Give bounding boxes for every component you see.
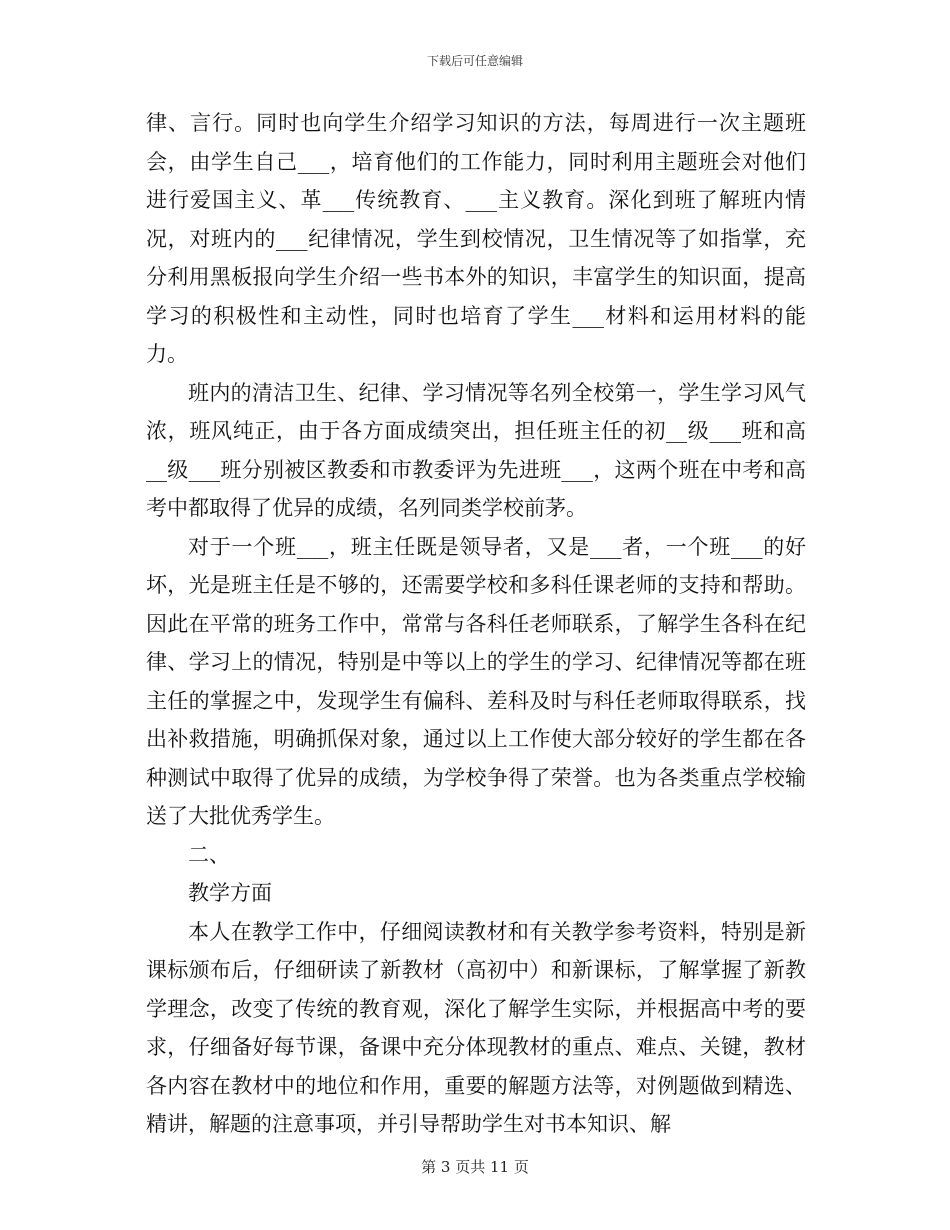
section-title: 教学方面 <box>188 881 272 905</box>
paragraph-2: 班内的清洁卫生、纪律、学习情况等名列全校第一，学生学习风气浓，班风纯正，由于各方面成绩突出，担任班主任的初__级___班和高__级___班分别被区教委和市教委评为先进班___，这两个班在中考和高考中都取得了优异的成绩，名列同类学校前茅。 <box>146 380 806 520</box>
page-header: 下载后可任意编辑 <box>426 54 523 68</box>
document-body <box>146 104 806 1144</box>
section-number: 二、 <box>188 842 230 867</box>
paragraph-1: 律、言行。同时也向学生介绍学习知识的方法，每周进行一次主题班会，由学生自己___，培育他们的工作能力，同时利用主题班会对他们进行爱国主义、革___传统教育、___主义教育。深化到班了解班内情况，对班内的___纪律情况，学生到校情况，卫生情况等了如指掌，充分利用黑板报向学生介绍一些书本外的知识，丰富学生的知识面，提高学习的积极性和主动性，同时也培育了学生___材料和运用材料的能力。 <box>146 111 806 366</box>
page-footer: 第 3 页共 11 页 <box>421 1158 529 1176</box>
paragraph-4: 本人在教学工作中，仔细阅读教材和有关教学参考资料，特别是新课标颁布后，仔细研读了新教材（高初中）和新课标，了解掌握了新教学理念，改变了传统的教育观，深化了解学生实际，并根据高中考的要求，仔细备好每节课，备课中充分体现教材的重点、难点、关键，教材各内容在教材中的地位和作用，重要的解题方法等，对例题做到精选、精讲，解题的注意事项，并引导帮助学生对书本知识、解 <box>146 919 806 1136</box>
paragraph-3: 对于一个班___，班主任既是领导者，又是___者，一个班___的好坏，光是班主任是不够的，还需要学校和多科任课老师的支持和帮助。因此在平常的班务工作中，常常与各科任老师联系，了解学生各科在纪律、学习上的情况，特别是中等以上的学生的学习、纪律情况等都在班主任的掌握之中，发现学生有偏科、差科及时与科任老师取得联系，找出补救措施，明确抓保对象，通过以上工作使大部分较好的学生都在各种测试中取得了优异的成绩，为学校争得了荣誉。也为各类重点学校输送了大批优秀学生。 <box>146 534 806 828</box>
